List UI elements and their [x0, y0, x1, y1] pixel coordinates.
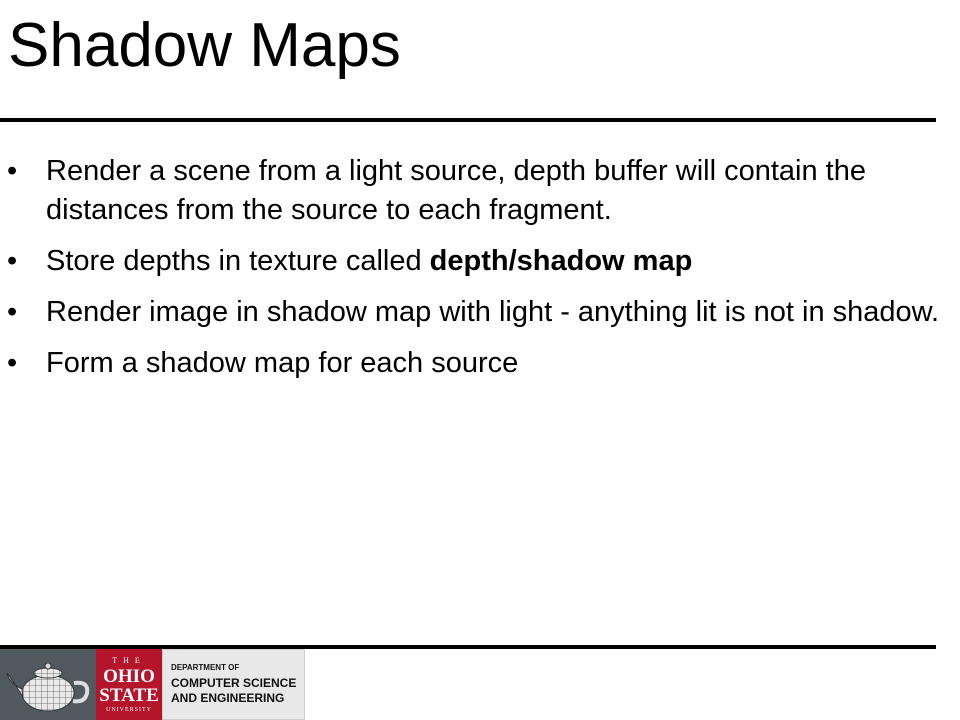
bullet-dot: • — [7, 347, 18, 379]
bullet-item — [0, 344, 952, 383]
logo-ohio: OHIO — [103, 665, 155, 687]
bullet-list — [0, 152, 952, 395]
department-line-1: DEPARTMENT OF — [171, 663, 240, 672]
department-line-3: AND ENGINEERING — [171, 691, 285, 705]
bullet-text: Form a shadow map for each source — [46, 347, 519, 379]
department-line-2: COMPUTER SCIENCE — [171, 676, 297, 690]
bullet-dot: • — [7, 296, 18, 328]
bullet-item — [0, 152, 952, 230]
teapot-icon — [0, 649, 96, 720]
logo-state: STATE — [99, 684, 159, 706]
bullet-emphasis: depth/shadow map — [429, 245, 693, 277]
bullet-text: Render a scene from a light source, depth buffer will contain the distances from the source to each fragment. — [46, 155, 866, 226]
slide-title: Shadow Maps — [8, 11, 401, 80]
bullet-dot: • — [7, 245, 18, 277]
bullet-text: Render image in shadow map with light - anything lit is not in shadow. — [46, 296, 940, 328]
bullet-text: Store depths in texture called — [46, 245, 430, 277]
university-logo — [96, 649, 162, 720]
bullet-item — [0, 293, 952, 332]
teapot-icon — [5, 655, 91, 715]
department-name — [162, 649, 305, 720]
bullet-dot: • — [7, 155, 18, 187]
logo-university: UNIVERSITY — [106, 706, 152, 713]
footer-banner — [0, 649, 305, 720]
title-divider — [0, 118, 936, 122]
logo-the: THE — [112, 655, 146, 665]
bullet-item — [0, 242, 952, 281]
